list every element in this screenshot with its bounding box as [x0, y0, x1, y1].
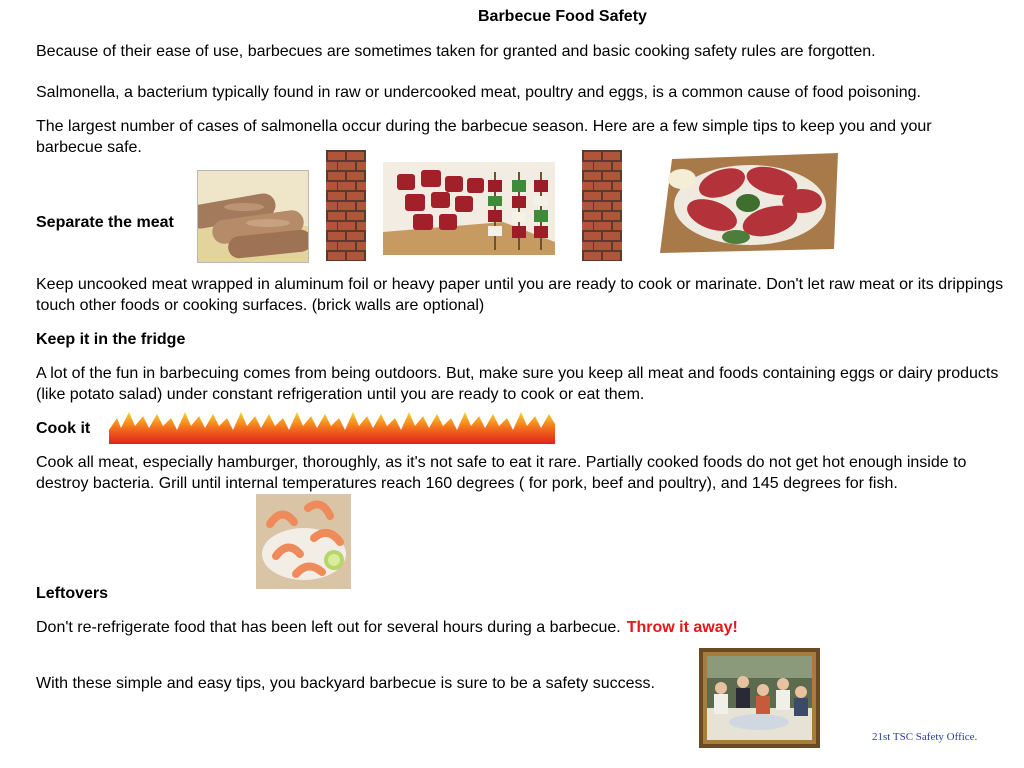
- cook-heading: Cook it: [36, 420, 91, 437]
- footer-credit: 21st TSC Safety Office.: [872, 731, 978, 743]
- throw-away-warning: Throw it away!: [626, 619, 738, 636]
- salmonella-paragraph: Salmonella, a bacterium typically found in raw or undercooked meat, poultry and eggs, is a common cause of food poisoning.: [36, 84, 921, 101]
- separate-heading: Separate the meat: [36, 214, 174, 231]
- leftovers-heading: Leftovers: [36, 585, 109, 602]
- kebabs-image: [383, 162, 555, 255]
- shrimp-image: [256, 494, 351, 589]
- brick-wall-image: [326, 150, 366, 261]
- leftovers-paragraph: [36, 617, 738, 638]
- intro-paragraph: Because of their ease of use, barbecues are sometimes taken for granted and basic cooking safety rules are forgotten.: [36, 43, 876, 60]
- steaks-image: [652, 153, 842, 254]
- fridge-paragraph: A lot of the fun in barbecuing comes from being outdoors. But, make sure you keep all meat and foods containing eggs or dairy products (like potato salad) under constant refrigeration until you are ready to cook or eat them.: [36, 365, 999, 403]
- flames-image: [109, 410, 555, 444]
- painting-image: [699, 648, 820, 748]
- cook-paragraph: Cook all meat, especially hamburger, thoroughly, as it's not safe to eat it rare. Partially cooked foods do not get hot enough inside to destroy bacteria. Grill until internal temperatures reach 160 degrees ( for pork, beef and poultry), and 145 degrees for fish.: [36, 454, 967, 492]
- closing-paragraph: With these simple and easy tips, you backyard barbecue is sure to be a safety success.: [36, 675, 655, 692]
- season-paragraph: The largest number of cases of salmonella occur during the barbecue season. Here are a few simple tips to keep you and your barbecue safe.: [36, 118, 932, 156]
- separate-paragraph: Keep uncooked meat wrapped in aluminum foil or heavy paper until you are ready to cook or marinate. Don't let raw meat or its drippings touch other foods or cooking surfaces. (brick walls are optional): [36, 276, 1004, 314]
- page-title: Barbecue Food Safety: [478, 8, 647, 25]
- sausages-image: [197, 170, 309, 263]
- fridge-heading: Keep it in the fridge: [36, 331, 186, 348]
- brick-wall-image: [582, 150, 622, 261]
- leftovers-text: Don't re-refrigerate food that has been left out for several hours during a barbecue.: [36, 619, 621, 636]
